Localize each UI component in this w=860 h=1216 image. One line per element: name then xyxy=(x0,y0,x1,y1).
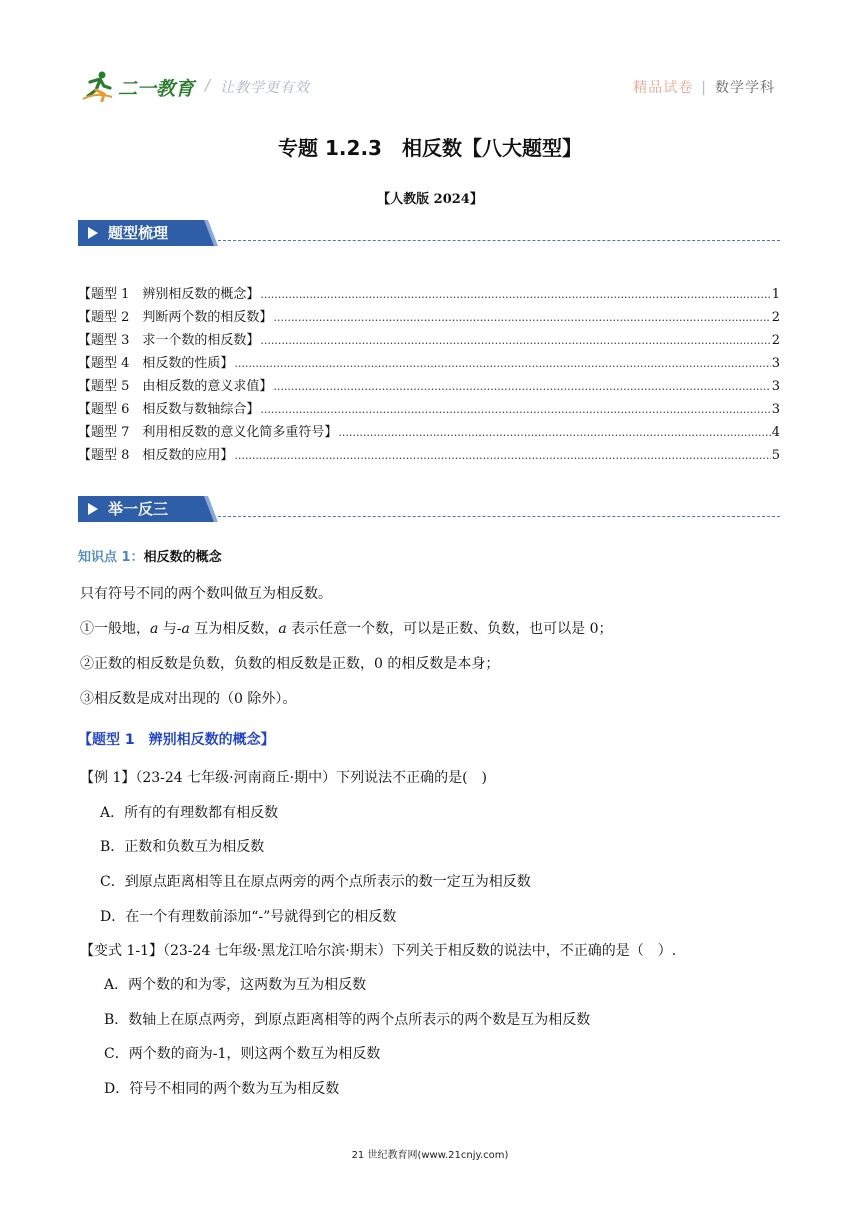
toc-item-page: 3 xyxy=(771,379,780,394)
answer-option: D．符号不相同的两个数为互为相反数 xyxy=(104,1081,340,1097)
runner-logo-icon xyxy=(82,70,114,102)
toc-leader xyxy=(260,288,770,301)
answer-option: A．两个数的和为零，这两数为互为相反数 xyxy=(104,977,367,993)
banner-label-examples: 举一反三 xyxy=(108,500,169,518)
toc-leader xyxy=(338,426,770,439)
header-tag-subject: 数学学科 xyxy=(715,80,775,96)
toc-item-page: 2 xyxy=(771,333,780,348)
knowledge-point-label: 知识点 1： xyxy=(78,550,144,565)
toc-item[interactable] xyxy=(78,421,780,444)
variable-a: a xyxy=(181,621,190,637)
answer-option: C．两个数的商为-1，则这两个数互为相反数 xyxy=(104,1046,381,1062)
toc-item[interactable] xyxy=(78,352,780,375)
banner-divider xyxy=(218,516,780,517)
toc-item-label: 【题型 6 相反数与数轴综合】 xyxy=(78,402,260,417)
answer-option: B．数轴上在原点两旁，到原点距离相等的两个点所表示的两个数是互为相反数 xyxy=(104,1012,591,1028)
toc-item-label: 【题型 2 判断两个数的相反数】 xyxy=(78,310,273,325)
logo-text: 二一教育 xyxy=(118,78,195,100)
banner-divider xyxy=(218,240,780,241)
text-span: 与- xyxy=(158,621,182,637)
toc-leader xyxy=(234,449,770,462)
toc-item-label: 【题型 1 辨别相反数的概念】 xyxy=(78,287,260,302)
header-separator: | xyxy=(701,80,707,96)
answer-option: B．正数和负数互为相反数 xyxy=(100,839,265,855)
knowledge-paragraph: ②正数的相反数是负数，负数的相反数是正数，0 的相反数是本身； xyxy=(80,656,500,672)
toc-item-page: 3 xyxy=(771,402,780,417)
answer-option: A．所有的有理数都有相反数 xyxy=(100,805,279,821)
toc-item-page: 2 xyxy=(771,310,780,325)
toc-item[interactable] xyxy=(78,398,780,421)
knowledge-paragraph: ③相反数是成对出现的（0 除外）。 xyxy=(80,691,297,707)
page-title: 专题 1.2.3 相反数【八大题型】 xyxy=(278,136,582,160)
toc-item[interactable] xyxy=(78,375,780,398)
knowledge-point-title: 相反数的概念 xyxy=(143,550,222,565)
toc-item[interactable] xyxy=(78,306,780,329)
variable-a: a xyxy=(150,621,159,637)
toc-item-label: 【题型 8 相反数的应用】 xyxy=(78,448,234,463)
table-of-contents xyxy=(78,283,780,467)
variable-a: a xyxy=(278,621,287,637)
text-span: 互为相反数， xyxy=(189,621,279,637)
page-footer: 21 世纪教育网(www.21cnjy.com) xyxy=(351,1150,509,1161)
header-slash: / xyxy=(205,76,211,94)
header-tag-premium: 精品试卷 xyxy=(633,80,694,96)
toc-leader xyxy=(260,403,770,416)
logo xyxy=(82,70,212,104)
question-type-heading: 【题型 1 辨别相反数的概念】 xyxy=(78,732,275,748)
toc-leader xyxy=(234,357,770,370)
banner-label-toc: 题型梳理 xyxy=(108,224,169,242)
toc-leader xyxy=(273,380,770,393)
text-span: 表示任意一个数，可以是正数、负数，也可以是 0； xyxy=(286,621,613,637)
toc-item-label: 【题型 4 相反数的性质】 xyxy=(78,356,234,371)
knowledge-paragraph xyxy=(80,618,613,638)
example-question-stem: 【例 1】（23-24 七年级·河南商丘·期中）下列说法不正确的是( ) xyxy=(80,770,487,786)
page-header xyxy=(0,0,860,110)
text-span: ①一般地， xyxy=(80,621,150,637)
toc-item-page: 1 xyxy=(771,287,780,302)
section-banner-examples xyxy=(78,494,780,524)
toc-item-label: 【题型 5 由相反数的意义求值】 xyxy=(78,379,273,394)
toc-leader xyxy=(273,311,770,324)
toc-leader xyxy=(260,334,770,347)
toc-item-page: 5 xyxy=(771,448,780,463)
knowledge-point-heading xyxy=(78,546,222,565)
toc-item-label: 【题型 7 利用相反数的意义化简多重符号】 xyxy=(78,425,338,440)
toc-item-label: 【题型 3 求一个数的相反数】 xyxy=(78,333,260,348)
section-banner-toc xyxy=(78,218,780,248)
toc-item[interactable] xyxy=(78,444,780,467)
toc-item-page: 3 xyxy=(771,356,780,371)
toc-item-page: 4 xyxy=(771,425,780,440)
toc-item[interactable] xyxy=(78,283,780,306)
header-subject xyxy=(633,77,775,97)
toc-item[interactable] xyxy=(78,329,780,352)
variant-question-stem: 【变式 1-1】（23-24 七年级·黑龙江哈尔滨·期末）下列关于相反数的说法中，不正确的是（ ）. xyxy=(80,943,677,959)
page-subtitle: 【人教版 2024】 xyxy=(377,192,483,207)
answer-option: C．到原点距离相等且在原点两旁的两个点所表示的数一定互为相反数 xyxy=(100,874,531,890)
answer-option: D．在一个有理数前添加“-”号就得到它的相反数 xyxy=(100,909,397,925)
knowledge-paragraph: 只有符号不同的两个数叫做互为相反数。 xyxy=(80,586,332,602)
slogan: 让教学更有效 xyxy=(220,80,310,96)
